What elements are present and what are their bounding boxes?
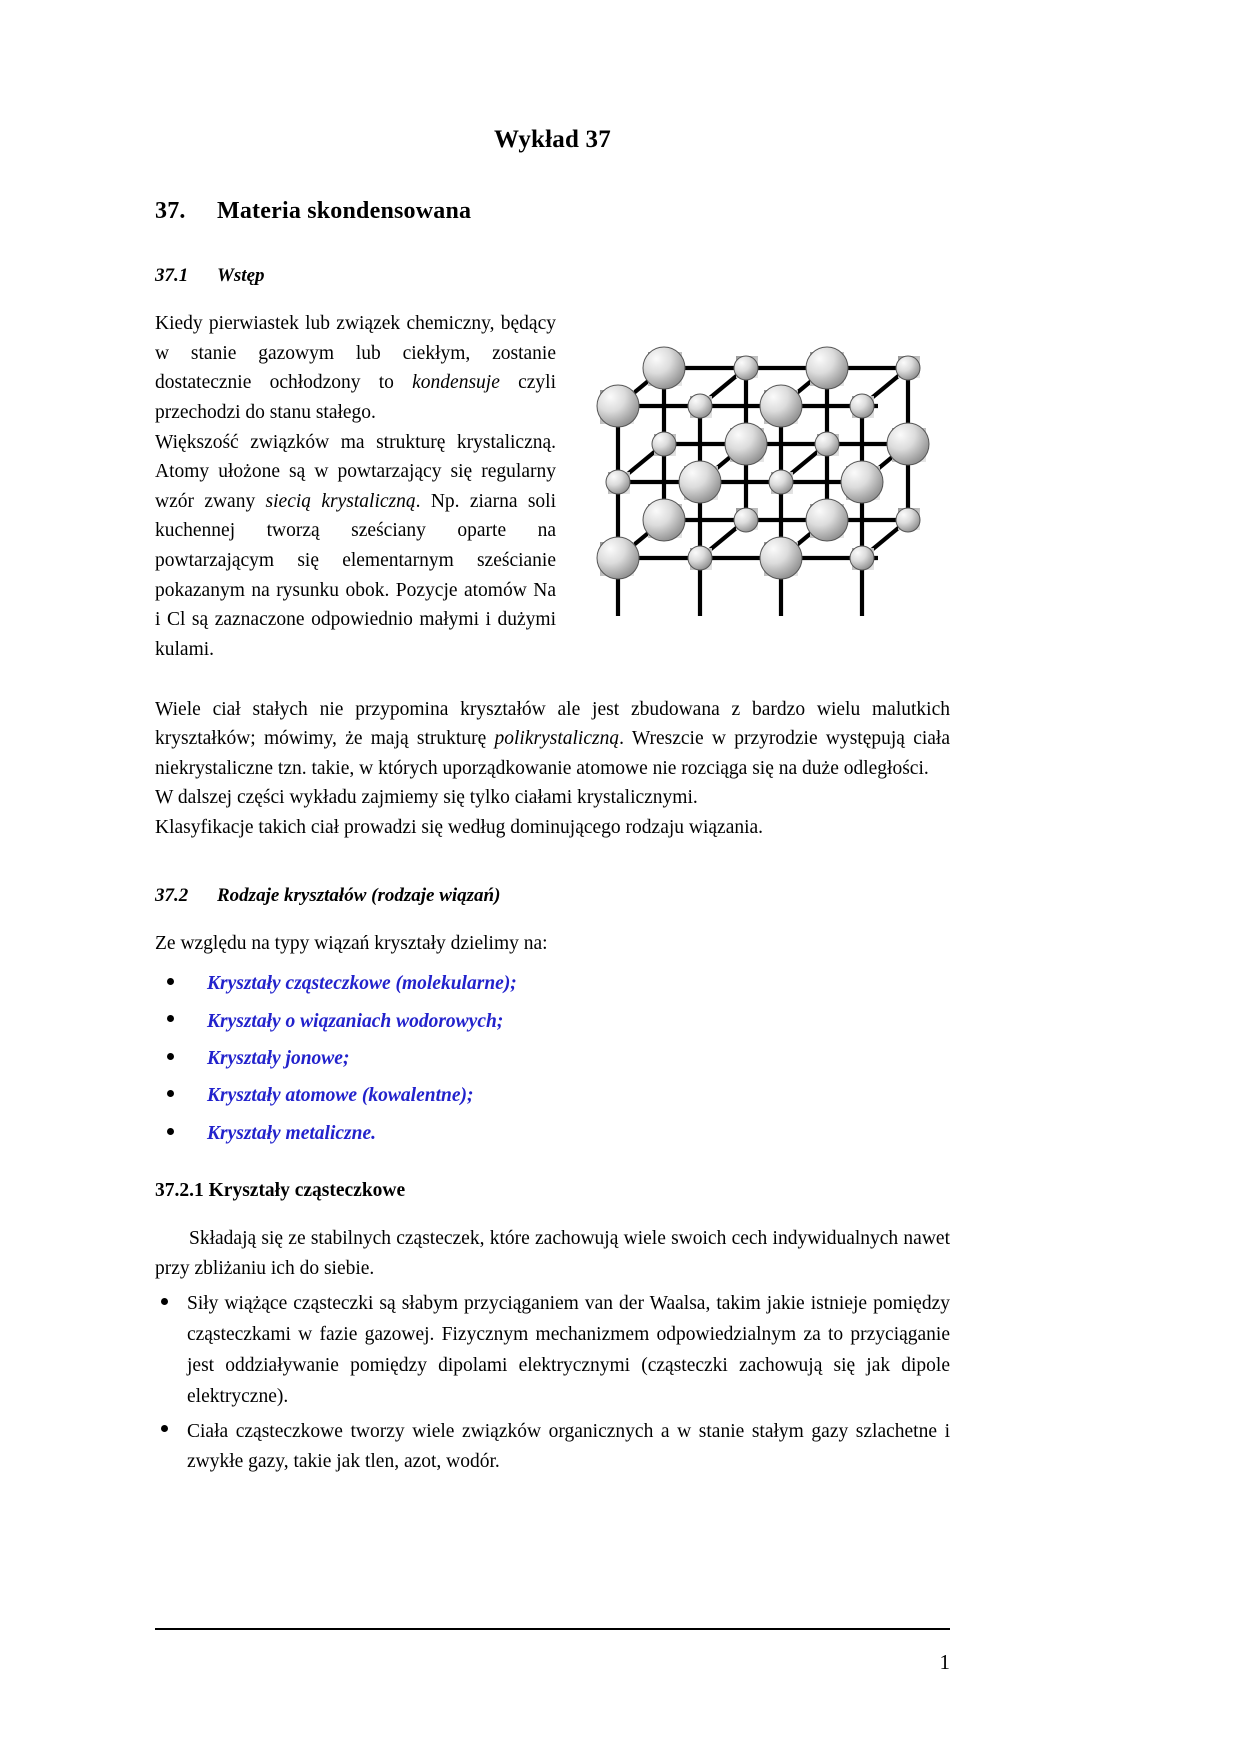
- list-item-label: Siły wiążące cząsteczki są słabym przyciąganiem van der Waalsa, takim jakie istnieje pomiędzy cząsteczkami w fazie gazowej. Fizycznym mechanizmem odpowiedzialnym za to przyciąganie jest oddziaływanie pomiędzy dipolami elektrycznymi (cząsteczki zachowują się jak dipole elektryczne).: [187, 1293, 950, 1407]
- para-emphasis-polikrystaliczna: polikrystaliczną: [494, 728, 620, 750]
- subsection-number-37-2: 37.2: [155, 884, 189, 906]
- page-title: Wykład 37: [494, 126, 611, 153]
- subsection-heading-37-2-1: 37.2.1 Kryształy cząsteczkowe: [155, 1180, 406, 1202]
- crystal-lattice-svg: [578, 316, 950, 621]
- list-item: [155, 1084, 950, 1107]
- subsection-title-37-2: Rodzaje kryształów (rodzaje wiązań): [217, 884, 501, 906]
- list-item: [155, 1010, 950, 1033]
- para3-text-b: . Wreszcie w przyrodzie występują ciała niekrystaliczne tzn. takie, w których uporządkowanie atomowe nie rozciąga się na duże odległości.: [155, 728, 950, 779]
- footer-divider: [155, 1628, 950, 1630]
- subsection-heading-37-1: [155, 265, 950, 287]
- paragraph-intro-5: Klasyfikacje takich ciał prowadzi się według dominującego rodzaju wiązania.: [155, 817, 764, 838]
- bullet-icon: [161, 1298, 168, 1305]
- para-text-b: czyli przechodzi do stanu stałego.: [155, 372, 556, 423]
- list-item-label: Kryształy cząsteczkowe (molekularne);: [207, 973, 517, 995]
- list-item-label: Kryształy o wiązaniach wodorowych;: [207, 1010, 504, 1032]
- list-intro-text: Ze względu na typy wiązań kryształy dzielimy na:: [155, 932, 548, 954]
- list-item-label: Kryształy atomowe (kowalentne);: [207, 1085, 474, 1107]
- bullet-icon: [167, 1015, 174, 1022]
- section-number-37: 37.: [155, 198, 186, 224]
- subsection-spacer-37-2-1: [155, 1159, 950, 1180]
- bullet-icon: [167, 1053, 174, 1060]
- paragraph-molecular-1: Składają się ze stabilnych cząsteczek, które zachowują wiele swoich cech indywidualnych nawet przy zbliżaniu ich do siebie.: [155, 1228, 950, 1279]
- crystal-types-list: [155, 972, 950, 1145]
- section-heading-37: [155, 198, 950, 225]
- subsection-heading-37-2: [155, 885, 950, 907]
- section-title-37: Materia skondensowana: [217, 198, 472, 224]
- list-item: [155, 1122, 950, 1145]
- page-content: [155, 126, 950, 1482]
- list-item: [155, 972, 950, 995]
- crystal-lattice-figure: [578, 316, 950, 621]
- bullet-icon: [167, 1090, 174, 1097]
- para-text-a: Kiedy pierwiastek lub związek chemiczny, będący w stanie gazowym lub ciekłym, zostanie dostatecznie ochłodzony to: [155, 313, 556, 394]
- paragraph-intro-4: W dalszej części wykładu zajmiemy się tylko ciałami krystalicznymi.: [155, 787, 698, 809]
- list-item: [155, 1417, 950, 1479]
- para2-text-a: Większość związków ma strukturę krystaliczną. Atomy ułożone są w powtarzający się regularny wzór zwany: [155, 431, 556, 512]
- para3-text-a: Wiele ciał stałych nie przypomina kryształów ale jest zbudowana z bardzo wielu malutkich kryształków; mówimy, że mają strukturę: [155, 698, 950, 750]
- list-item-label: Ciała cząsteczkowe tworzy wiele związków organicznych a w stanie stałym gazy szlachetne i zwykłe gazy, takie jak tlen, azot, wodór.: [187, 1420, 950, 1473]
- molecular-crystal-list: [155, 1289, 950, 1478]
- subsection-title-37-1: Wstęp: [217, 265, 265, 286]
- para-emphasis-kondensuje: kondensuje: [412, 372, 500, 394]
- list-item: [155, 1047, 950, 1070]
- bullet-icon: [167, 1128, 174, 1135]
- bullet-icon: [167, 978, 174, 985]
- para-emphasis-siecia-krystaliczna: siecią krystaliczną: [265, 490, 416, 512]
- para2-text-b: . Np. ziarna soli kuchennej tworzą sześciany oparte na powtarzającym się elementarnym sześcianie pokazanym na rysunku obok. Pozycje atomów Na i Cl są zaznaczone odpowiednio małymi i dużymi kulami.: [155, 490, 556, 660]
- wrapped-text-block: [155, 309, 950, 783]
- list-item: [155, 1289, 950, 1412]
- bullet-icon: [161, 1425, 168, 1432]
- list-item-label: Kryształy metaliczne.: [207, 1122, 376, 1144]
- paragraph-spacer: [155, 665, 950, 695]
- subsection-number-37-1: 37.1: [155, 265, 189, 286]
- list-item-label: Kryształy jonowe;: [207, 1048, 350, 1070]
- section-spacer-37-2: [155, 843, 950, 885]
- paragraph-intro-3: [155, 695, 950, 784]
- page-number: 1: [939, 1650, 950, 1674]
